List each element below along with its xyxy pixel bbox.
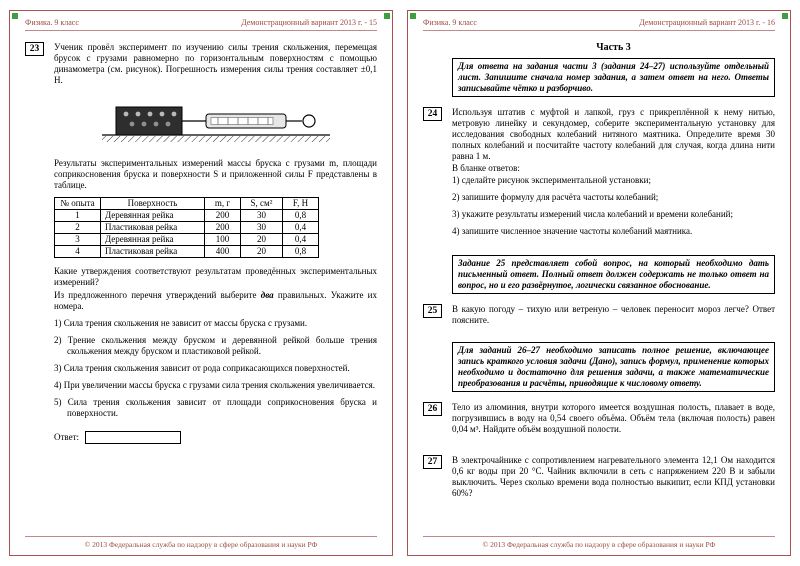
cell: 400 xyxy=(205,246,241,258)
question-23-body xyxy=(54,42,377,444)
cell: 30 xyxy=(241,210,283,222)
question-25-note: Задание 25 представляет собой вопрос, на который необходимо дать письменный ответ. Полный ответ должен содержать не только ответ на вопрос, но и его развёрнутое, логически связанное обоснование. xyxy=(452,255,775,294)
experiment-figure xyxy=(54,92,377,151)
option-item: 4) При увеличении массы бруска с грузами сила трения скольжения увеличивается. xyxy=(54,380,376,390)
page-footer: © 2013 Федеральная служба по надзору в сфере образования и науки РФ xyxy=(25,536,377,549)
cell: 1 xyxy=(55,210,101,222)
question-25-body xyxy=(452,304,775,332)
results-table xyxy=(54,197,319,258)
choose-instruction xyxy=(54,290,377,312)
question-text: Используя штатив с муфтой и лапкой, груз с прикреплённой к нему нитью, метровую линейку и секундомер, соберите экспериментальную установку для исследования свободных колебаний нитяного маятника. Определите время 30 полных колебаний и посчитайте частоту колебаний для случая, когда длина нити равна 1 м. xyxy=(452,107,775,161)
page-header xyxy=(25,18,377,31)
note-25-section xyxy=(452,255,775,294)
question-number-badge: 27 xyxy=(423,455,442,469)
table-row xyxy=(55,246,319,258)
table-row xyxy=(55,222,319,234)
cell: 100 xyxy=(205,234,241,246)
question-25 xyxy=(423,304,775,332)
question-text: В какую погоду – тихую или ветреную – человек переносит мороз легче? Ответ поясните. xyxy=(452,304,775,325)
cell: 20 xyxy=(241,246,283,258)
registration-mark-icon xyxy=(410,13,416,19)
answer-label: Ответ: xyxy=(54,432,80,442)
question-number-badge: 23 xyxy=(25,42,44,56)
question-text: В электрочайнике с сопротивлением нагревательного элемента 12,1 Ом находится 0,6 кг воды при 20 °С. Чайник включили в сеть с напряжением 220 В и забыли выключить. Через сколько времени вода полностью выкипит, если КПД установки 60%? xyxy=(452,455,775,498)
cell: 200 xyxy=(205,222,241,234)
question-intro: Ученик провёл эксперимент по изучению силы трения скольжения, перемещая брусок с грузами равномерно по горизонтальным поверхностям с помощью динамометра (см. рисунок). Погрешность измерения силы трения составляет ±0,1 Н. xyxy=(54,42,377,85)
choose-prefix: Из предложенного перечня утверждений выберите xyxy=(54,290,261,300)
questions-26-27-note: Для заданий 26–27 необходимо записать полное решение, включающее запись краткого условия задачи (Дано), запись формул, применение которых необходимо и достаточно для решения задачи, а также математические преобразования и расчёты, приводящие к числовому ответу. xyxy=(452,342,775,392)
registration-mark-icon xyxy=(384,13,390,19)
table-row xyxy=(55,210,319,222)
cell: 3 xyxy=(55,234,101,246)
registration-mark-icon xyxy=(782,13,788,19)
options-list xyxy=(54,318,377,419)
header-subject: Физика. 9 класс xyxy=(25,18,79,27)
question-26 xyxy=(423,402,775,441)
cell: 2 xyxy=(55,222,101,234)
option-item: 2) Трение скольжения между бруском и деревянной рейкой больше трения скольжения между бруском и пластиковой рейкой. xyxy=(54,335,377,356)
col-header: m, г xyxy=(205,198,241,210)
question-23 xyxy=(25,42,377,444)
cell: 0,8 xyxy=(283,246,319,258)
table-header-row xyxy=(55,198,319,210)
blank-answers-line: В бланке ответов: xyxy=(452,163,520,173)
question-26-body xyxy=(452,402,775,441)
cell: 30 xyxy=(241,222,283,234)
option-item: 5) Сила трения скольжения зависит от площади соприкосновения бруска и поверхности. xyxy=(54,397,377,418)
choose-emphasis: два xyxy=(260,290,274,300)
cell: 4 xyxy=(55,246,101,258)
question-text: Какие утверждения соответствуют результатам проведённых экспериментальных измерений? xyxy=(54,266,377,287)
question-number-badge: 25 xyxy=(423,304,442,318)
question-24 xyxy=(423,107,775,243)
answer-row xyxy=(54,431,377,444)
answer-box xyxy=(85,431,181,444)
table-row xyxy=(55,234,319,246)
note-26-27-section xyxy=(452,342,775,392)
sub-item: 1) сделайте рисунок экспериментальной установки; xyxy=(452,175,651,185)
cell: 20 xyxy=(241,234,283,246)
cell: 200 xyxy=(205,210,241,222)
option-item: 1) Сила трения скольжения не зависит от массы бруска с грузами. xyxy=(54,318,308,328)
cell: Деревянная рейка xyxy=(101,234,205,246)
col-header: F, Н xyxy=(283,198,319,210)
cell: 0,8 xyxy=(283,210,319,222)
sub-item: 3) укажите результаты измерений числа колебаний и времени колебаний; xyxy=(452,209,733,219)
part3-section xyxy=(452,42,775,97)
question-number-badge: 24 xyxy=(423,107,442,121)
cell: Пластиковая рейка xyxy=(101,246,205,258)
sub-item: 4) запишите численное значение частоты колебаний маятника. xyxy=(452,226,693,236)
col-header: S, см² xyxy=(241,198,283,210)
col-header: № опыта xyxy=(55,198,101,210)
part3-title: Часть 3 xyxy=(596,42,631,53)
choose-suffix: правильных. Укажите их номера. xyxy=(54,290,377,311)
question-number-badge: 26 xyxy=(423,402,442,416)
header-variant: Демонстрационный вариант 2013 г. - 15 xyxy=(241,18,377,27)
cell: 0,4 xyxy=(283,222,319,234)
option-item: 3) Сила трения скольжения зависит от рода соприкасающихся поверхностей. xyxy=(54,363,350,373)
cell: 0,4 xyxy=(283,234,319,246)
page-left xyxy=(9,10,393,556)
header-variant: Демонстрационный вариант 2013 г. - 16 xyxy=(639,18,775,27)
col-header: Поверхность xyxy=(101,198,205,210)
question-27-body xyxy=(452,455,775,505)
part3-note: Для ответа на задания части 3 (задания 24–27) используйте отдельный лист. Запишите сначала номер задания, а затем ответ на него. Ответы записывайте чётко и разборчиво. xyxy=(452,58,775,97)
page-footer: © 2013 Федеральная служба по надзору в сфере образования и науки РФ xyxy=(423,536,775,549)
question-27 xyxy=(423,455,775,505)
page-right xyxy=(407,10,791,556)
question-text: Тело из алюминия, внутри которого имеется воздушная полость, плавает в воде, погрузившись в воду на 0,54 своего объёма. Объём тела (включая полость) равен 0,04 м³. Найдите объём воздушной полости. xyxy=(452,402,775,434)
question-24-body xyxy=(452,107,775,243)
registration-mark-icon xyxy=(12,13,18,19)
page-header xyxy=(423,18,775,31)
header-subject: Физика. 9 класс xyxy=(423,18,477,27)
sub-item: 2) запишите формулу для расчёта частоты колебаний; xyxy=(452,192,659,202)
cell: Пластиковая рейка xyxy=(101,222,205,234)
cell: Деревянная рейка xyxy=(101,210,205,222)
table-intro: Результаты экспериментальных измерений массы бруска с грузами m, площади соприкосновения бруска и поверхности S и приложенной силы F представлены в таблице. xyxy=(54,158,377,190)
block-dynamometer-illustration xyxy=(100,92,332,148)
